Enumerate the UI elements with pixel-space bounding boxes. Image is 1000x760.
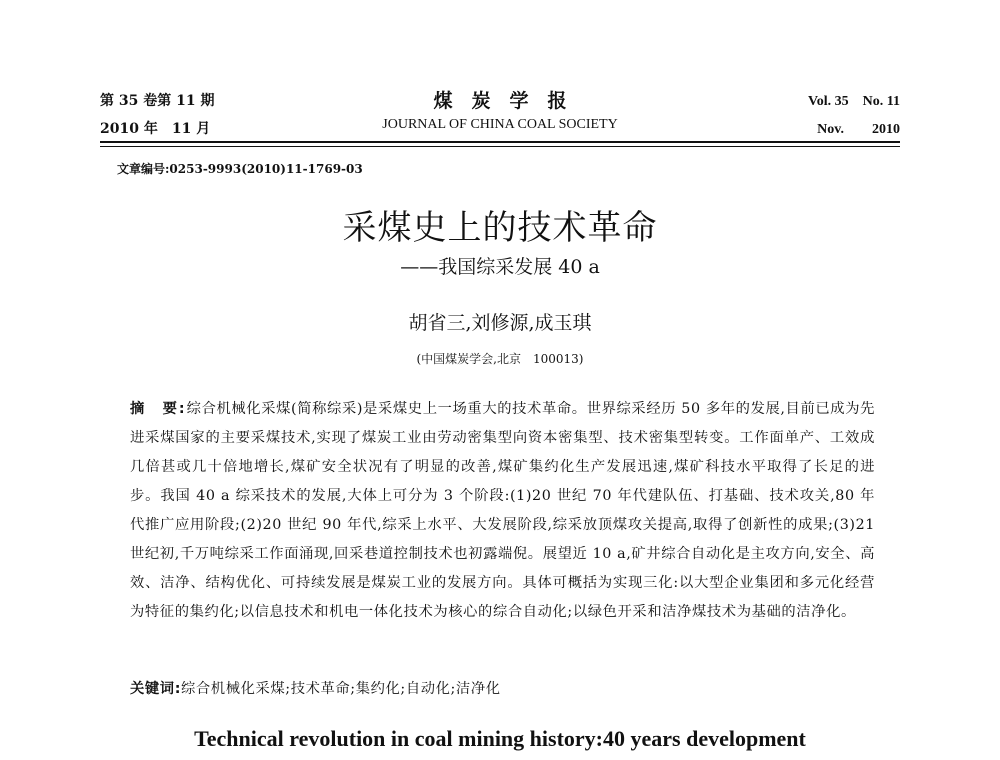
keywords-label: 关键词: <box>130 681 182 697</box>
header-rule-thick <box>100 141 900 143</box>
abstract-label: 摘 要: <box>130 401 187 417</box>
english-title: Technical revolution in coal mining history:40 years development <box>194 726 806 751</box>
keywords-block <box>130 678 875 698</box>
abstract-block <box>130 395 875 627</box>
abstract-text: 综合机械化采煤(简称综采)是采煤史上一场重大的技术革命。世界综采经历 50 多年的发展,目前已成为先进采煤国家的主要采煤技术,实现了煤炭工业由劳动密集型向资本密集型、技术密集型转变。工作面单产、工效成几倍甚或几十倍地增长,煤矿安全状况有了明显的改善,煤矿集约化生产发展迅速,煤矿科技水平取得了长足的进步。我国 40 a 综采技术的发展,大体上可分为 3 个阶段:(1)20 世纪 70 年代建队伍、打基础、技术攻关,80 年代推广应用阶段;(2)20 世纪 90 年代,综采上水平、大发展阶段,综采放顶煤攻关提高,取得了创新性的成果;(3)21 世纪初,千万吨综采工作面涌现,回采巷道控制技术也初露端倪。展望近 10 a,矿井综合自动化是主攻方向,安全、高效、洁净、结构优化、可持续发展是煤炭工业的发展方向。具体可概括为实现三化:以大型企业集团和多元化经营为特征的集约化;以信息技术和机电一体化技术为核心的综合自动化;以绿色开采和洁净煤技术为基础的洁净化。 <box>130 401 876 620</box>
date-en: Nov. 2010 <box>817 122 900 137</box>
affiliation: (中国煤炭学会,北京 100013) <box>416 352 584 366</box>
article-number: 文章编号:0253-9993(2010)11-1769-03 <box>117 162 363 176</box>
author-list: 胡省三,刘修源,成玉琪 <box>408 312 592 334</box>
journal-name-cn: 煤 炭 学 报 <box>433 90 567 112</box>
header-rule-thin <box>100 146 900 147</box>
volume-issue-en: Vol. 35 No. 11 <box>807 94 900 109</box>
date-cn: 2010 年 11 月 <box>100 121 211 137</box>
volume-issue-cn: 第 35 卷第 11 期 <box>100 93 215 109</box>
journal-name-en: JOURNAL OF CHINA COAL SOCIETY <box>382 117 618 132</box>
keywords-text: 综合机械化采煤;技术革命;集约化;自动化;洁净化 <box>181 681 501 697</box>
paper-title: 采煤史上的技术革命 <box>342 208 658 248</box>
paper-subtitle: ——我国综采发展 40 a <box>400 256 600 278</box>
